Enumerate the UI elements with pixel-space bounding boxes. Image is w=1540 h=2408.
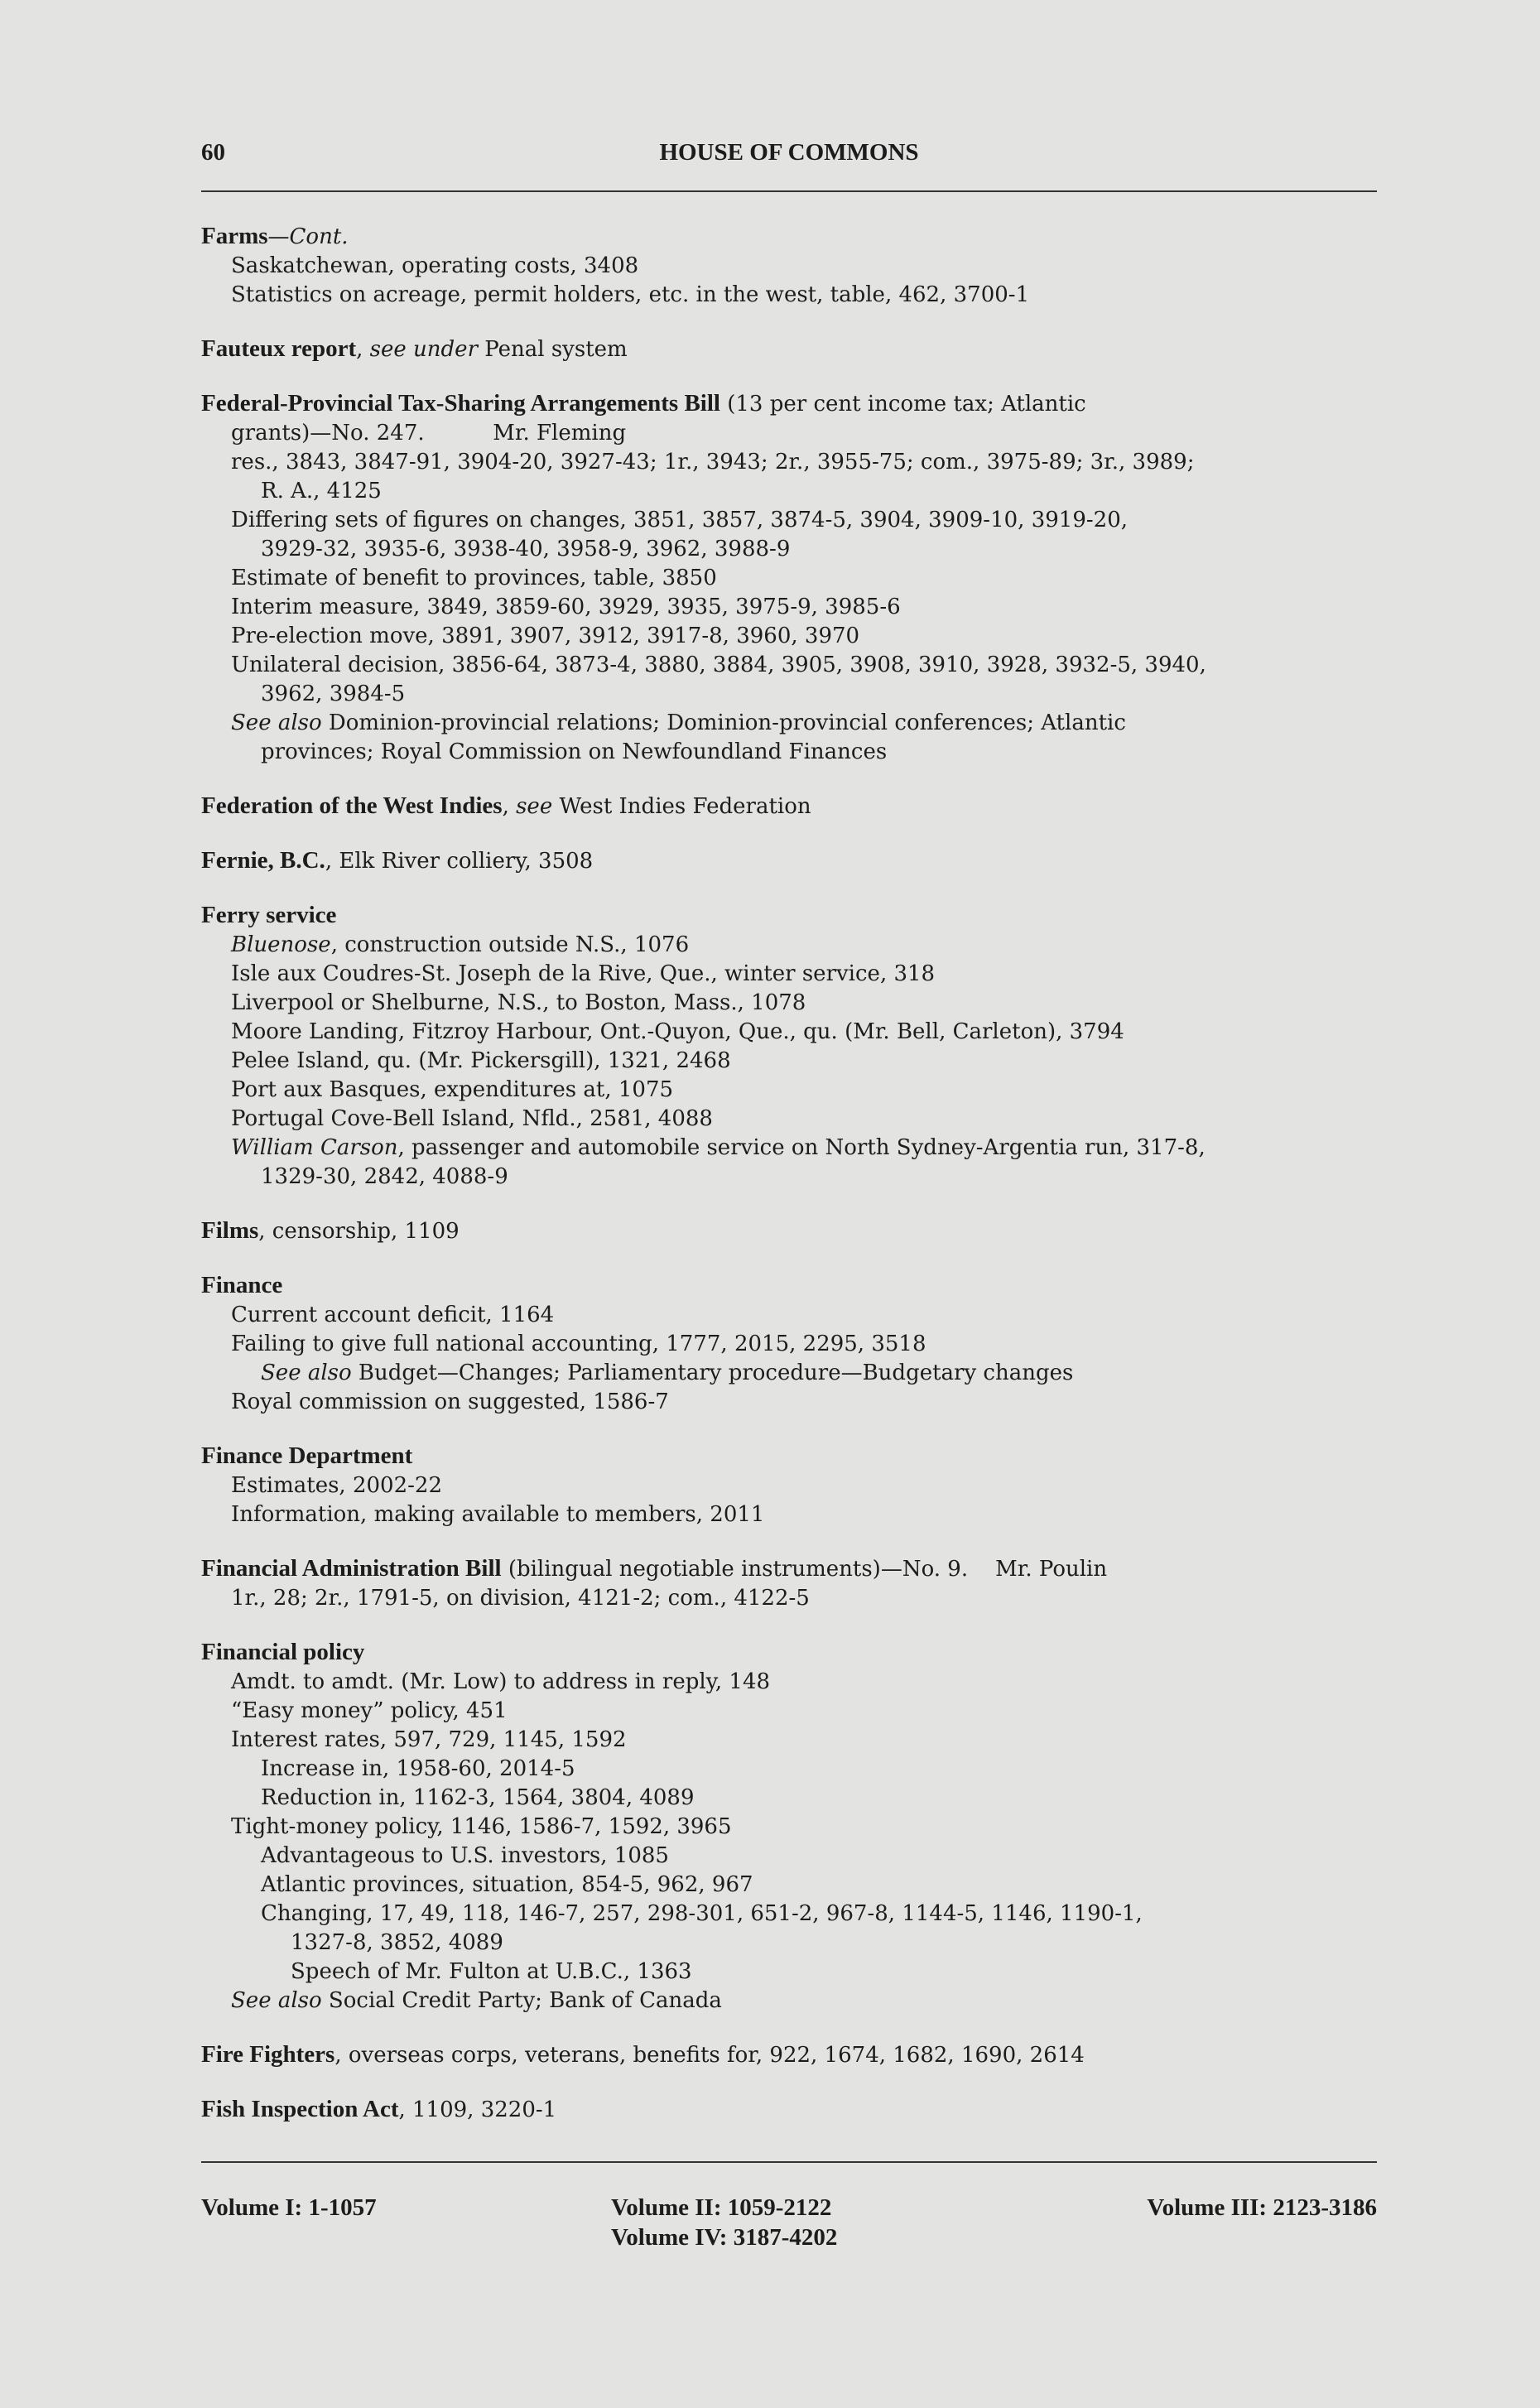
entry-line: Royal commission on suggested, 1586-7 [231, 1389, 669, 1414]
entry-line: See also Dominion-provincial relations; Dominion-provincial conferences; Atlantic [231, 710, 1126, 735]
entry-line: William Carson, passenger and automobile service on North Sydney-Argentia run, 317-8, [231, 1135, 1206, 1160]
footer-rule [201, 2161, 1377, 2163]
entry-line: Failing to give full national accounting, 1777, 2015, 2295, 3518 [231, 1332, 926, 1356]
entry-line: Speech of Mr. Fulton at U.B.C., 1363 [291, 1959, 692, 1984]
entry-line: Pre-election move, 3891, 3907, 3912, 3917-8, 3960, 3970 [231, 624, 860, 648]
entry-heading: Finance [201, 1272, 283, 1298]
footer-volume-2: Volume II: 1059-2122 [611, 2194, 832, 2221]
entry-line: Port aux Basques, expenditures at, 1075 [231, 1077, 674, 1102]
entry-line: Differing sets of figures on changes, 3851, 3857, 3874-5, 3904, 3909-10, 3919-20, [231, 508, 1128, 532]
entry-line: Atlantic provinces, situation, 854-5, 962, 967 [261, 1872, 753, 1897]
entry-line: Interest rates, 597, 729, 1145, 1592 [231, 1727, 627, 1752]
entry-line: Portugal Cove-Bell Island, Nfld., 2581, 4088 [231, 1106, 713, 1131]
entry-line: See also Social Credit Party; Bank of Canada [231, 1988, 722, 2013]
index-entry-fauteux [201, 335, 1385, 364]
entry-line: 3929-32, 3935-6, 3938-40, 3958-9, 3962, 3988-9 [261, 537, 791, 561]
entry-line: Information, making available to members, 2011 [231, 1502, 765, 1527]
entry-line: Liverpool or Shelburne, N.S., to Boston, Mass., 1078 [231, 990, 806, 1015]
entry-line: Estimates, 2002-22 [231, 1473, 442, 1498]
entry-line: Pelee Island, qu. (Mr. Pickersgill), 1321, 2468 [231, 1048, 731, 1073]
entry-line: Current account deficit, 1164 [231, 1303, 555, 1327]
entry-heading: Films, censorship, 1109 [201, 1217, 460, 1244]
entry-line: “Easy money” policy, 451 [231, 1698, 508, 1723]
entry-line: Advantageous to U.S. investors, 1085 [261, 1843, 669, 1868]
entry-line: 3962, 3984-5 [261, 681, 406, 706]
entry-line: 1327-8, 3852, 4089 [291, 1930, 503, 1955]
entry-heading: Finance Department [201, 1442, 413, 1469]
index-entry-finance [201, 1271, 1385, 1417]
entry-line: Interim measure, 3849, 3859-60, 3929, 3935, 3975-9, 3985-6 [231, 595, 901, 619]
index-entry-fish-inspection [201, 2095, 1385, 2125]
entry-line: Changing, 17, 49, 118, 146-7, 257, 298-301, 651-2, 967-8, 1144-5, 1146, 1190-1, [261, 1901, 1143, 1926]
entry-line: See also Budget—Changes; Parliamentary procedure—Budgetary changes [261, 1361, 1074, 1385]
entry-heading: Farms—Cont. [201, 223, 349, 249]
entry-line: Estimate of benefit to provinces, table, 3850 [231, 566, 717, 590]
index-entry-farms [201, 222, 1385, 310]
page-title: HOUSE OF COMMONS [659, 139, 919, 166]
entry-heading: Fire Fighters, overseas corps, veterans, benefits for, 922, 1674, 1682, 1690, 2614 [201, 2041, 1085, 2068]
entry-line: Reduction in, 1162-3, 1564, 3804, 4089 [261, 1785, 695, 1810]
entry-heading: Federal-Provincial Tax-Sharing Arrangements Bill (13 per cent income tax; Atlantic [201, 390, 1086, 417]
footer-volumes-center [611, 2193, 837, 2252]
index-entry-federal-provincial [201, 389, 1385, 767]
entry-line: Isle aux Coudres-St. Joseph de la Rive, Que., winter service, 318 [231, 961, 936, 986]
header-rule [201, 190, 1377, 192]
index-entry-financial-administration [201, 1554, 1385, 1613]
entry-line: 1329-30, 2842, 4088-9 [261, 1164, 508, 1189]
page-number: 60 [201, 139, 225, 166]
entry-heading: Fish Inspection Act, 1109, 3220-1 [201, 2096, 557, 2122]
entry-heading: Ferry service [201, 902, 337, 928]
entry-line: Statistics on acreage, permit holders, etc. in the west, table, 462, 3700-1 [231, 282, 1030, 307]
entry-heading: Financial policy [201, 1639, 365, 1665]
entry-line: Unilateral decision, 3856-64, 3873-4, 3880, 3884, 3905, 3908, 3910, 3928, 3932-5, 3940, [231, 653, 1206, 677]
entry-line: Amdt. to amdt. (Mr. Low) to address in reply, 148 [231, 1669, 771, 1694]
entry-line: provinces; Royal Commission on Newfoundland Finances [261, 739, 888, 764]
entry-line: Saskatchewan, operating costs, 3408 [231, 253, 639, 278]
index-entry-financial-policy [201, 1638, 1385, 2015]
entry-line: grants)—No. 247. Mr. Fleming [231, 421, 627, 445]
entry-line: Bluenose, construction outside N.S., 1076 [231, 932, 690, 957]
index-entry-films [201, 1216, 1385, 1246]
index-content [201, 222, 1385, 2150]
entry-heading: Fauteux report, see under Penal system [201, 335, 628, 362]
index-entry-fernie [201, 846, 1385, 876]
entry-line: R. A., 4125 [261, 479, 382, 503]
footer-volume-3: Volume III: 2123-3186 [1147, 2194, 1377, 2221]
index-entry-finance-department [201, 1442, 1385, 1529]
entry-heading: Federation of the West Indies, see West Indies Federation [201, 792, 811, 819]
entry-line: 1r., 28; 2r., 1791-5, on division, 4121-2; com., 4122-5 [231, 1586, 810, 1611]
index-entry-west-indies [201, 792, 1385, 821]
entry-line: Increase in, 1958-60, 2014-5 [261, 1756, 575, 1781]
entry-line: Tight-money policy, 1146, 1586-7, 1592, 3965 [231, 1814, 732, 1839]
index-entry-fire-fighters [201, 2040, 1385, 2070]
entry-heading: Financial Administration Bill (bilingual negotiable instruments)—No. 9. Mr. Poulin [201, 1555, 1108, 1582]
index-entry-ferry [201, 901, 1385, 1192]
entry-line: Moore Landing, Fitzroy Harbour, Ont.-Quyon, Que., qu. (Mr. Bell, Carleton), 3794 [231, 1019, 1124, 1044]
footer-volume-1: Volume I: 1-1057 [201, 2194, 377, 2221]
page-header [201, 139, 1377, 172]
entry-line: res., 3843, 3847-91, 3904-20, 3927-43; 1r., 3943; 2r., 3955-75; com., 3975-89; 3r., 3989; [231, 450, 1195, 474]
entry-heading: Fernie, B.C., Elk River colliery, 3508 [201, 847, 594, 874]
footer-volume-4: Volume IV: 3187-4202 [611, 2224, 838, 2251]
